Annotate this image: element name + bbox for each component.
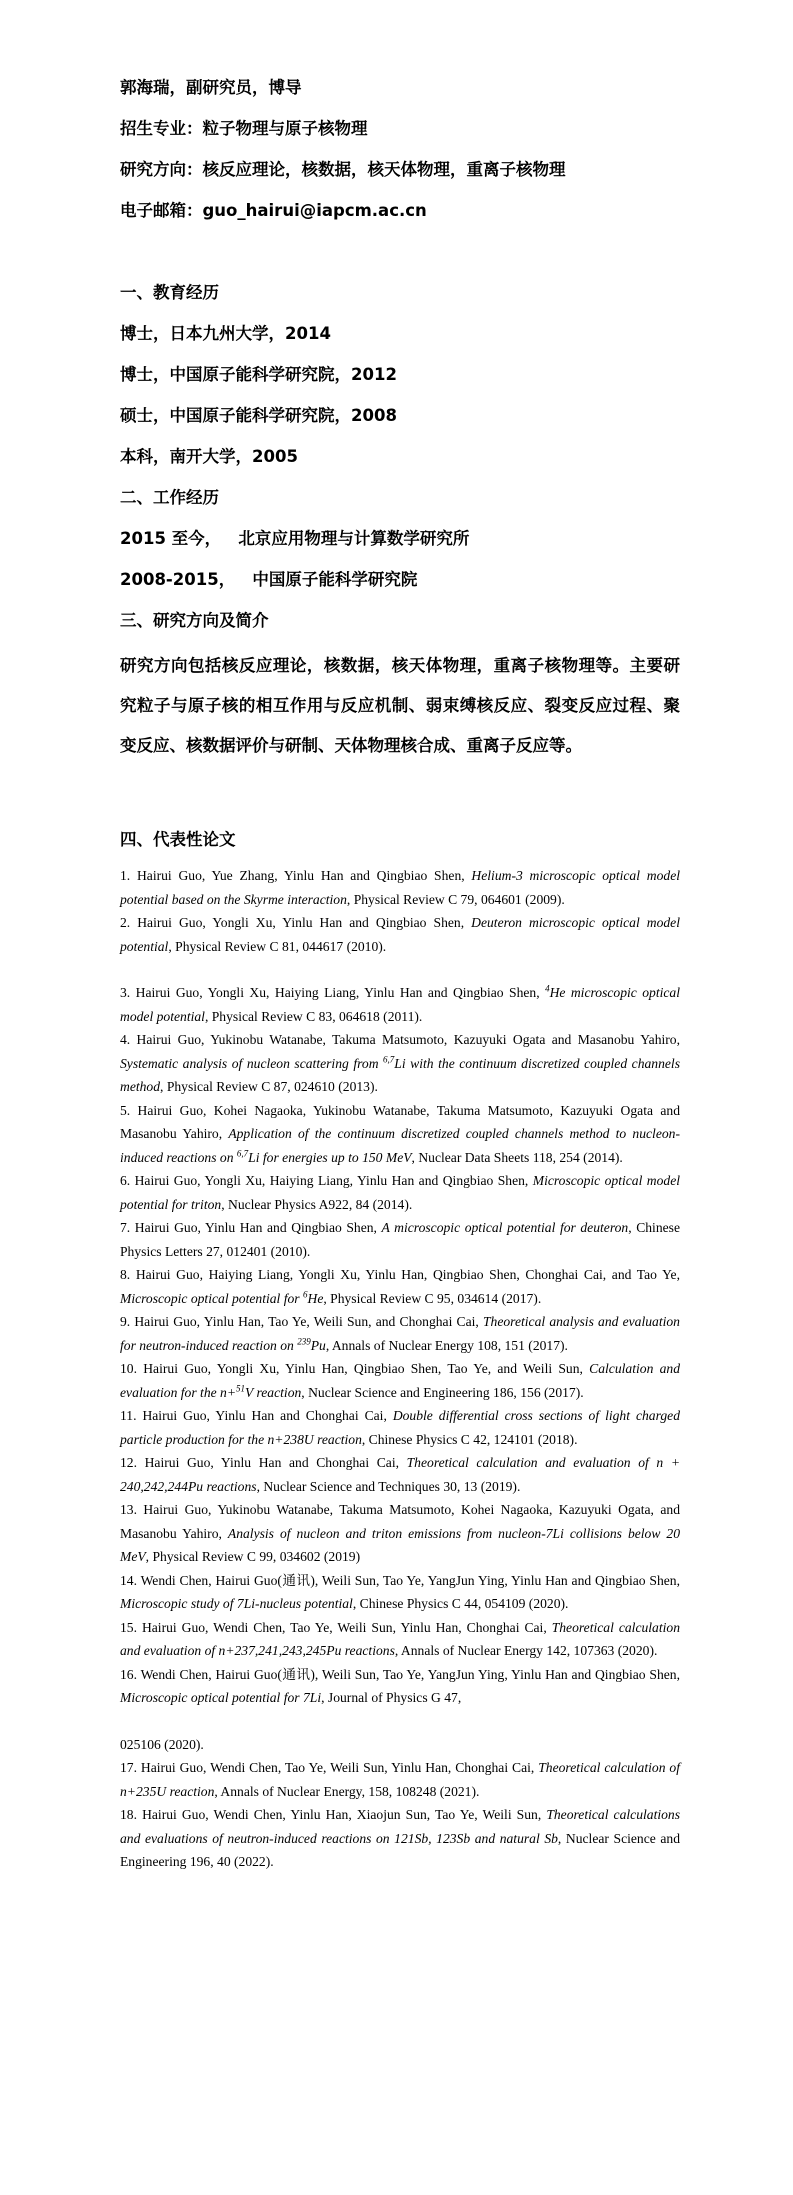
papers-section <box>120 830 680 1874</box>
paper-item <box>120 1569 680 1616</box>
paper-journal: , Physical Review C 83, 064618 (2011). <box>204 1008 423 1024</box>
paper-journal: , Physical Review C 95, 034614 (2017). <box>323 1290 542 1306</box>
paper-authors: 13. Hairui Guo, Yukinobu Watanabe, Takuma Matsumoto, Kohei Nagaoka, Kazuyuki Ogata, and Masanobu Yahiro, <box>120 1502 680 1541</box>
paper-title: Analysis of nucleon and triton emissions from nucleon-7Li collisions below 20 MeV <box>120 1525 681 1564</box>
paper-item <box>120 1310 680 1357</box>
paper-authors: 16. Wendi Chen, Hairui Guo(通讯), Weili Sun, Tao Ye, YangJun Ying, Yinlu Han and Qingbiao Shen, <box>120 1666 680 1682</box>
work-item: 2015 至今， 北京应用物理与计算数学研究所 <box>120 529 470 548</box>
paper-journal: , Annals of Nuclear Energy, 158, 108248 (2021). <box>214 1783 480 1799</box>
paper-authors: 7. Hairui Guo, Yinlu Han and Qingbiao Shen, <box>120 1220 382 1235</box>
email-line: 电子邮箱：guo_hairui@iapcm.ac.cn <box>120 201 427 220</box>
paper-authors: 6. Hairui Guo, Yongli Xu, Haiying Liang, Yinlu Han and Qingbiao Shen, <box>120 1173 533 1188</box>
education-item: 博士，中国原子能科学研究院，2012 <box>120 365 397 384</box>
paper-item <box>120 1028 680 1099</box>
paper-item <box>120 1169 680 1216</box>
paper-authors: 3. Hairui Guo, Yongli Xu, Haiying Liang, Yinlu Han and Qingbiao Shen, <box>120 985 546 1000</box>
paper-journal: , Nuclear Physics A922, 84 (2014). <box>221 1196 413 1212</box>
paper-title: Calculation and evaluation for the n+$^{51}$V reaction <box>120 1361 680 1400</box>
paper-title: Theoretical calculation and evaluation of n+237,241,243,245Pu reactions <box>120 1619 680 1658</box>
paper-authors: 1. Hairui Guo, Yue Zhang, Yinlu Han and Qingbiao Shen, <box>120 868 472 883</box>
research-line: 研究方向：核反应理论，核数据，核天体物理，重离子核物理 <box>120 160 566 179</box>
paper-item <box>120 1357 680 1404</box>
paper-journal-continued: 025106 (2020). <box>120 1736 204 1752</box>
paper-title: Systematic analysis of nucleon scattering from $^{6,7}$Li with the continuum discretized coupled channels method <box>120 1053 680 1094</box>
paper-journal: , Nuclear Data Sheets 118, 254 (2014). <box>411 1149 623 1165</box>
paper-title: Microscopic optical model potential for triton <box>120 1173 681 1212</box>
paper-authors: 18. Hairui Guo, Wendi Chen, Yinlu Han, Xiaojun Sun, Tao Ye, Weili Sun, <box>120 1807 547 1822</box>
paper-journal: , Physical Review C 99, 034602 (2019) <box>145 1549 361 1564</box>
paper-item <box>120 911 680 958</box>
paper-title: A microscopic optical potential for deuteron <box>381 1220 629 1235</box>
major-line: 招生专业：粒子物理与原子核物理 <box>120 119 368 138</box>
paper-journal: , Chinese Physics C 42, 124101 (2018). <box>361 1431 578 1447</box>
paper-title: Theoretical calculation and evaluation of n + 240,242,244Pu reactions <box>120 1455 680 1494</box>
papers-heading: 四、代表性论文 <box>120 830 236 849</box>
paper-journal: , Journal of Physics G 47, <box>321 1690 462 1705</box>
paper-title: $^4$He microscopic optical model potential <box>120 983 680 1024</box>
paper-journal: , Nuclear Science and Engineering 186, 156 (2017). <box>301 1384 584 1400</box>
paper-authors: 5. Hairui Guo, Kohei Nagaoka, Yukinobu Watanabe, Takuma Matsumoto, Kazuyuki Ogata and Masanobu Yahiro, <box>120 1102 680 1141</box>
education-item: 本科，南开大学，2005 <box>120 447 298 466</box>
work-item: 2008-2015， 中国原子能科学研究院 <box>120 570 418 589</box>
paper-authors: 8. Hairui Guo, Haiying Liang, Yongli Xu, Yinlu Han, Qingbiao Shen, Chonghai Cai, and Tao Ye, <box>120 1267 680 1282</box>
blank-line <box>120 958 680 981</box>
paper-list <box>120 864 680 1874</box>
paper-journal: , Chinese Physics C 44, 054109 (2020). <box>352 1596 569 1611</box>
paper-item <box>120 1216 680 1263</box>
paper-item <box>120 1756 680 1803</box>
paper-journal: , Nuclear Science and Engineering 196, 40 (2022). <box>120 1830 680 1869</box>
paper-authors: 9. Hairui Guo, Yinlu Han, Tao Ye, Weili Sun, and Chonghai Cai, <box>120 1314 483 1329</box>
paper-journal: , Physical Review C 79, 064601 (2009). <box>346 891 565 907</box>
paper-journal: , Physical Review C 81, 044617 (2010). <box>168 938 387 954</box>
name-title-line: 郭海瑞，副研究员，博导 <box>120 78 302 97</box>
paper-item <box>120 1498 680 1569</box>
paper-item <box>120 1404 680 1451</box>
paper-journal: , Annals of Nuclear Energy 108, 151 (2017). <box>325 1337 568 1353</box>
paper-authors: 10. Hairui Guo, Yongli Xu, Yinlu Han, Qingbiao Shen, Tao Ye, and Weili Sun, <box>120 1361 590 1376</box>
paper-journal: , Chinese Physics Letters 27, 012401 (2010). <box>120 1220 680 1259</box>
research-intro-heading: 三、研究方向及简介 <box>120 611 269 630</box>
paper-item <box>120 864 680 911</box>
paper-title: Microscopic optical potential for 7Li <box>120 1690 322 1705</box>
paper-title: Application of the continuum discretized coupled channels method to nucleon-induced reactions on $^{6,7}$Li for energies up to 150 MeV <box>120 1126 680 1165</box>
paper-authors: 17. Hairui Guo, Wendi Chen, Tao Ye, Weili Sun, Yinlu Han, Chonghai Cai, <box>120 1760 539 1775</box>
paper-title: Microscopic study of 7Li-nucleus potential <box>120 1596 353 1611</box>
paper-item <box>120 981 680 1028</box>
paper-title: Theoretical analysis and evaluation for neutron-induced reaction on $^{239}$Pu <box>120 1314 680 1353</box>
paper-title: Microscopic optical potential for $^6$He <box>120 1288 324 1306</box>
education-item: 博士，日本九州大学，2014 <box>120 324 331 343</box>
paper-item <box>120 1099 680 1170</box>
paper-authors: 4. Hairui Guo, Yukinobu Watanabe, Takuma Matsumoto, Kazuyuki Ogata and Masanobu Yahiro, <box>120 1032 680 1047</box>
paper-journal: , Physical Review C 87, 024610 (2013). <box>160 1079 378 1094</box>
paper-item <box>120 1616 680 1663</box>
paper-title: Theoretical calculation of n+235U reaction <box>120 1760 680 1799</box>
paper-title: Double differential cross sections of light charged particle production for the n+238U reaction <box>120 1408 681 1447</box>
paper-title: Theoretical calculations and evaluations of neutron-induced reactions on 121Sb, 123Sb and natural Sb <box>120 1807 681 1846</box>
paper-title: Helium-3 microscopic optical model potential based on the Skyrme interaction <box>120 868 681 907</box>
paper-item <box>120 1451 680 1498</box>
education-item: 硕士，中国原子能科学研究院，2008 <box>120 406 397 425</box>
paper-authors: 2. Hairui Guo, Yongli Xu, Yinlu Han and Qingbiao Shen, <box>120 915 472 930</box>
research-intro-text: 研究方向包括核反应理论，核数据，核天体物理，重离子核物理等。主要研究粒子与原子核的相互作用与反应机制、弱束缚核反应、裂变反应过程、聚变反应、核数据评价与研制、天体物理核合成、重离子反应等。 <box>120 656 680 755</box>
paper-item <box>120 1663 680 1757</box>
paper-journal: , Nuclear Science and Techniques 30, 13 (2019). <box>256 1478 521 1494</box>
education-heading: 一、教育经历 <box>120 283 219 302</box>
paper-item <box>120 1263 680 1310</box>
paper-authors: 11. Hairui Guo, Yinlu Han and Chonghai Cai, <box>120 1408 393 1423</box>
paper-authors: 15. Hairui Guo, Wendi Chen, Tao Ye, Weili Sun, Yinlu Han, Chonghai Cai, <box>120 1619 552 1635</box>
work-heading: 二、工作经历 <box>120 488 219 507</box>
paper-authors: 14. Wendi Chen, Hairui Guo(通讯), Weili Sun, Tao Ye, YangJun Ying, Yinlu Han and Qingbiao Shen, <box>120 1572 680 1588</box>
paper-journal: , Annals of Nuclear Energy 142, 107363 (2020). <box>394 1643 658 1658</box>
paper-item <box>120 1803 680 1874</box>
paper-authors: 12. Hairui Guo, Yinlu Han and Chonghai Cai, <box>120 1455 407 1470</box>
paper-title: Deuteron microscopic optical model potential <box>120 915 680 954</box>
